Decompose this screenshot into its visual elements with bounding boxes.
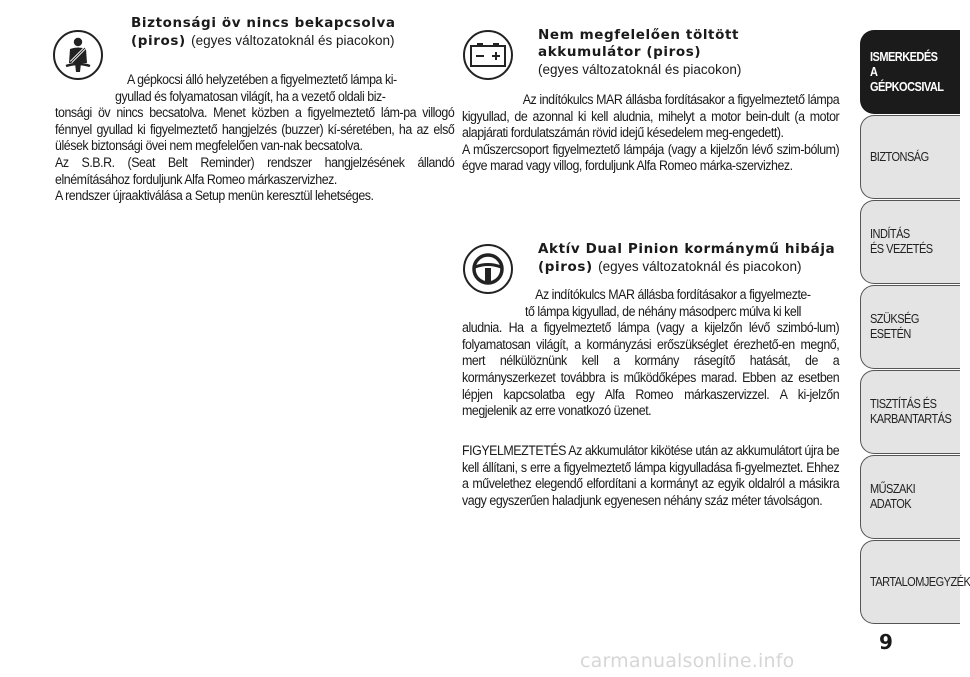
steering-title-line1: Aktív Dual Pinion kormánymű hibája <box>538 241 836 257</box>
battery-title-line1: Nem megfelelően töltött <box>538 27 740 43</box>
steering-body-rest: aludnia. Ha a figyelmeztető lámpa (vagy a kijelzőn lévő szimbó-lum) folyamatosan világít, a kormányzási erőszükséglet érezhető-en megnő, mert nélkülöznünk kell a kormány rásegítő hatását, de a kormányszerkezet továbbra is működőképes marad. Ebben az esetben lépjen kapcsolatba egy Alfa Romeo márkaszervizzel. A ki-jelzőn megjelenik az erre vonatkozó üzenet. <box>462 320 840 419</box>
tab-biztonsag[interactable] <box>860 115 960 199</box>
tab-label: TARTALOMJEGYZÉK <box>870 574 970 589</box>
tab-inditas[interactable] <box>860 200 960 284</box>
tab-label: TISZTÍTÁS ÉS KARBANTARTÁS <box>870 397 952 426</box>
steering-body-intro <box>525 287 838 320</box>
seatbelt-title-note: (egyes változatoknál és piacokon) <box>191 33 395 48</box>
chapter-sidebar <box>860 0 970 677</box>
tab-label: SZÜKSÉG ESETÉN <box>870 312 919 341</box>
battery-body <box>462 92 839 175</box>
battery-title-note: (egyes változatoknál és piacokon) <box>538 62 742 77</box>
page-number: 9 <box>879 630 893 654</box>
watermark: carmanualsonline.info <box>580 650 795 672</box>
seatbelt-warning-icon <box>53 30 103 80</box>
steering-body <box>462 320 839 420</box>
tab-tartalomjegyzek[interactable] <box>860 540 970 624</box>
tab-szukseg[interactable] <box>860 285 960 369</box>
tab-label: BIZTONSÁG <box>870 149 929 164</box>
tab-label: ISMERKEDÉS A GÉPKOCSIVAL <box>870 49 944 94</box>
tab-label: MŰSZAKI ADATOK <box>870 482 916 511</box>
tab-muszaki[interactable] <box>860 455 960 539</box>
battery-title <box>538 27 741 78</box>
battery-warning-icon <box>463 30 513 80</box>
warning-note <box>462 443 839 509</box>
tab-tisztitas[interactable] <box>860 370 960 454</box>
seatbelt-title <box>131 15 396 50</box>
steering-title-line2: (piros) <box>538 259 593 275</box>
seatbelt-body-setup: A rendszer újraaktiválása a Setup menün keresztül lehetséges. <box>55 188 374 204</box>
steering-title-note: (egyes változatoknál és piacokon) <box>598 259 802 274</box>
battery-body-1: Az indítókulcs MAR állásba fordításakor a figyelmeztető lámpa kigyullad, de azonnal ki kell aludnia, mihelyt a motor bein-dult (a motor alapjárati fordulatszámán rövid idejű késedelem meg-engedett). <box>462 92 840 141</box>
battery-title-line2: akkumulátor (piros) <box>538 44 702 60</box>
seatbelt-body <box>55 105 454 205</box>
steering-title <box>538 241 835 276</box>
seatbelt-body-sbr: Az S.B.R. (Seat Belt Reminder) rendszer hangjelzésének állandó elnémításához forduljunk Alfa Romeo márkaszervizhez. <box>55 154 455 187</box>
tab-ismerkedes[interactable] <box>860 30 960 114</box>
seatbelt-body-line2: gyullad és folyamatosan világít, ha a vezető oldali biz- <box>115 88 386 104</box>
seatbelt-body-intro <box>115 72 458 105</box>
steering-warning-icon <box>463 244 513 294</box>
seatbelt-body-line1: A gépkocsi álló helyzetében a figyelmeztető lámpa ki- <box>126 72 397 87</box>
steering-body-line1: Az indítókulcs MAR állásba fordításakor a figyelmezte- <box>535 287 811 302</box>
tab-label: INDÍTÁS ÉS VEZETÉS <box>870 227 933 256</box>
seatbelt-body-rest: tonsági öv nincs becsatolva. Menet közben a figyelmeztető lám-pa villogó fénnyel gyullad ki figyelmeztető hangjelzés (buzzer) kí-séretében, ha az első ülések biztonsági övei nem megfelelően van-nak becsatolva. <box>55 105 455 154</box>
seatbelt-title-line1: Biztonsági öv nincs bekapcsolva <box>131 15 396 31</box>
warning-text: FIGYELMEZTETÉS Az akkumulátor kikötése után az akkumulátort újra be kell állítani, s erre a figyelmeztető lámpa kigyulladása fi-gyelmeztet. Ehhez a művelethez elegendő elfordítani a kormányt az egyik oldalról a másikra vagy egyszerűen haladjunk egyenesen néhány száz méter távolságon. <box>462 443 840 508</box>
seatbelt-title-line2: (piros) <box>131 33 186 49</box>
battery-body-2: A műszercsoport figyelmeztető lámpája (vagy a kijelzőn lévő szim-bólum) égve marad vagy villog, forduljunk Alfa Romeo márka-szervizhez. <box>462 141 840 174</box>
steering-body-line2: tő lámpa kigyullad, de néhány másodperc múlva ki kell <box>525 303 801 319</box>
